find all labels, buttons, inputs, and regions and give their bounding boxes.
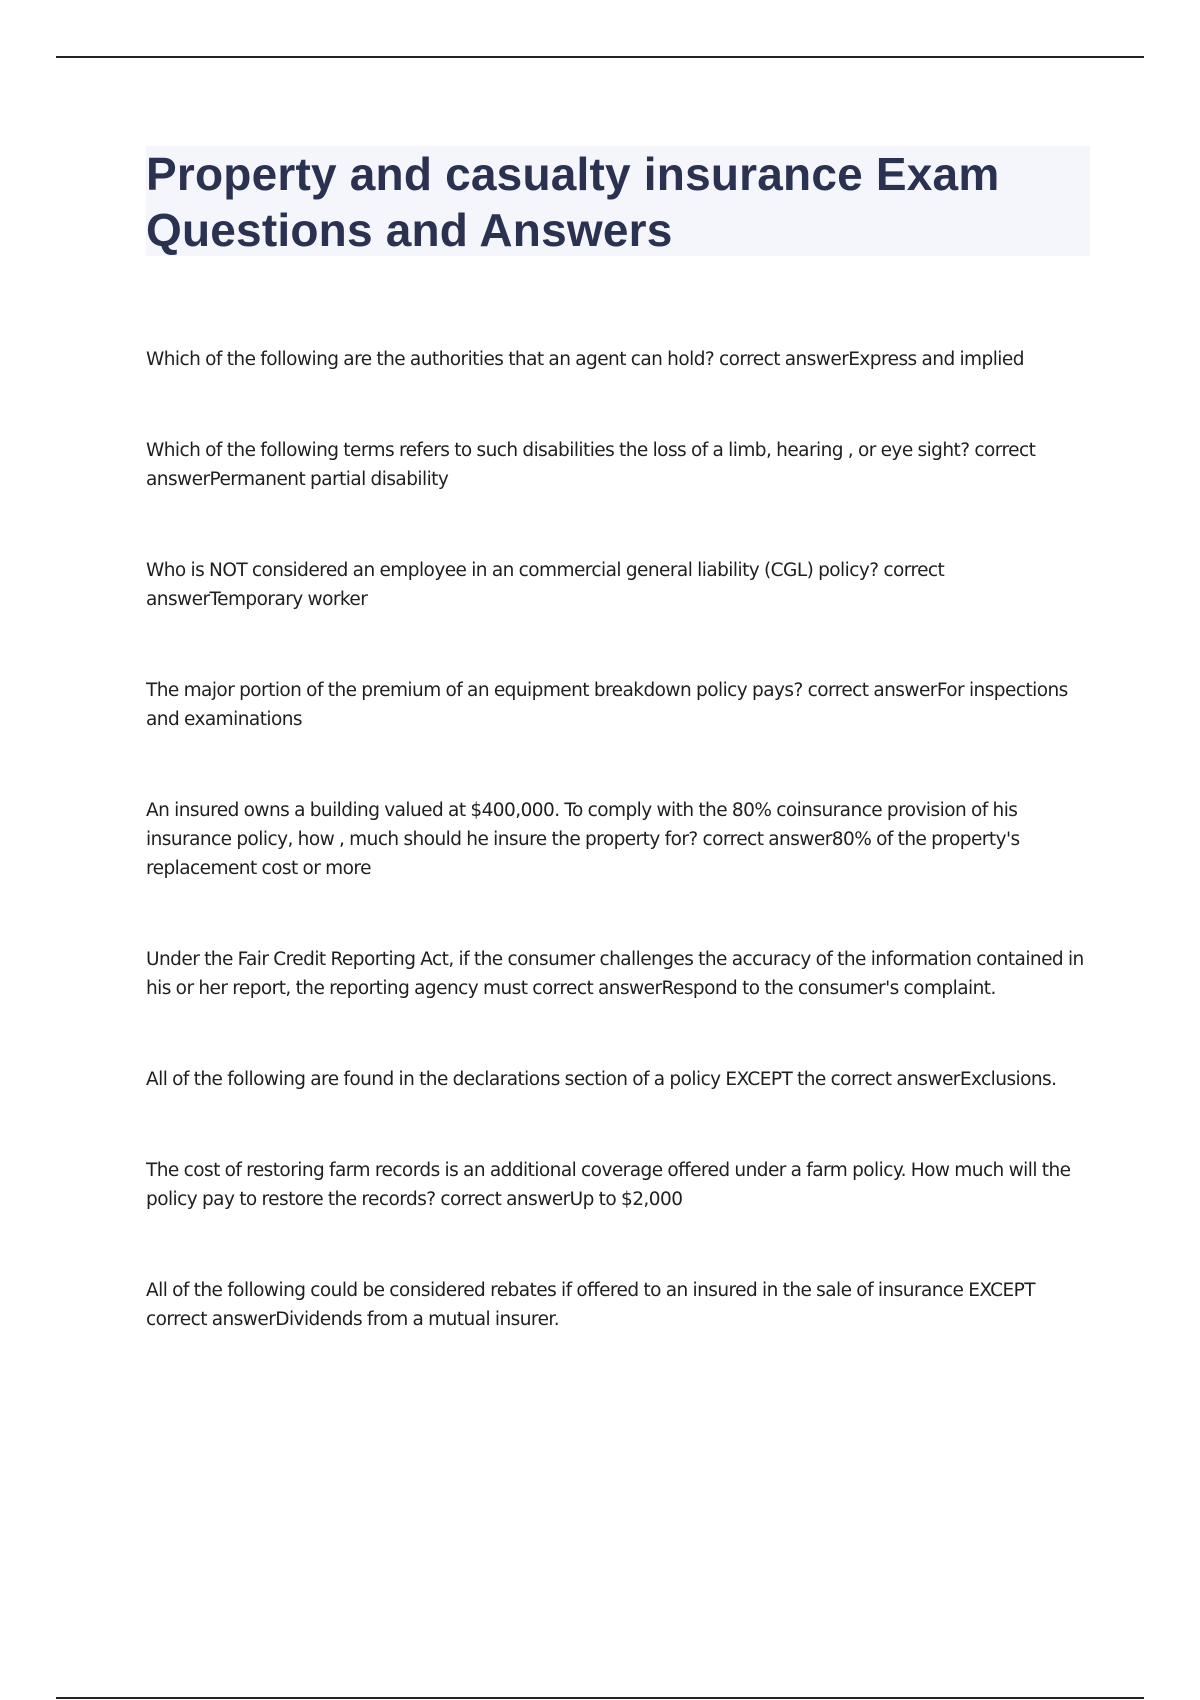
- qa-item: All of the following are found in the declarations section of a policy EXCEPT the correct answerExclusions.: [146, 1069, 1057, 1090]
- top-rule: [56, 56, 1144, 58]
- qa-item: All of the following could be considered rebates if offered to an insured in the sale of insurance EXCEPT correct answerDividends from a mutual insurer.: [146, 1280, 1035, 1330]
- title-block: [146, 146, 1090, 256]
- qa-item: Under the Fair Credit Reporting Act, if the consumer challenges the accuracy of the information contained in his or her report, the reporting agency must correct answerRespond to the consumer's complaint.: [146, 949, 1084, 999]
- qa-item: Which of the following are the authorities that an agent can hold? correct answerExpress and implied: [146, 349, 1024, 370]
- document-title: Property and casualty insurance Exam Questions and Answers: [146, 148, 1000, 256]
- bottom-rule: [56, 1697, 1144, 1699]
- qa-list: [146, 345, 1090, 1396]
- qa-item: Who is NOT considered an employee in an commercial general liability (CGL) policy? correct answerTemporary worker: [146, 560, 945, 610]
- qa-item: An insured owns a building valued at $400,000. To comply with the 80% coinsurance provision of his insurance policy, how , much should he insure the property for? correct answer80% of the property's replacement cost or more: [146, 800, 1020, 879]
- qa-item: Which of the following terms refers to such disabilities the loss of a limb, hearing , or eye sight? correct answerPermanent partial disability: [146, 440, 1036, 490]
- qa-item: The major portion of the premium of an equipment breakdown policy pays? correct answerFor inspections and examinations: [146, 680, 1068, 730]
- qa-item: The cost of restoring farm records is an additional coverage offered under a farm policy. How much will the policy pay to restore the records? correct answerUp to $2,000: [146, 1160, 1071, 1210]
